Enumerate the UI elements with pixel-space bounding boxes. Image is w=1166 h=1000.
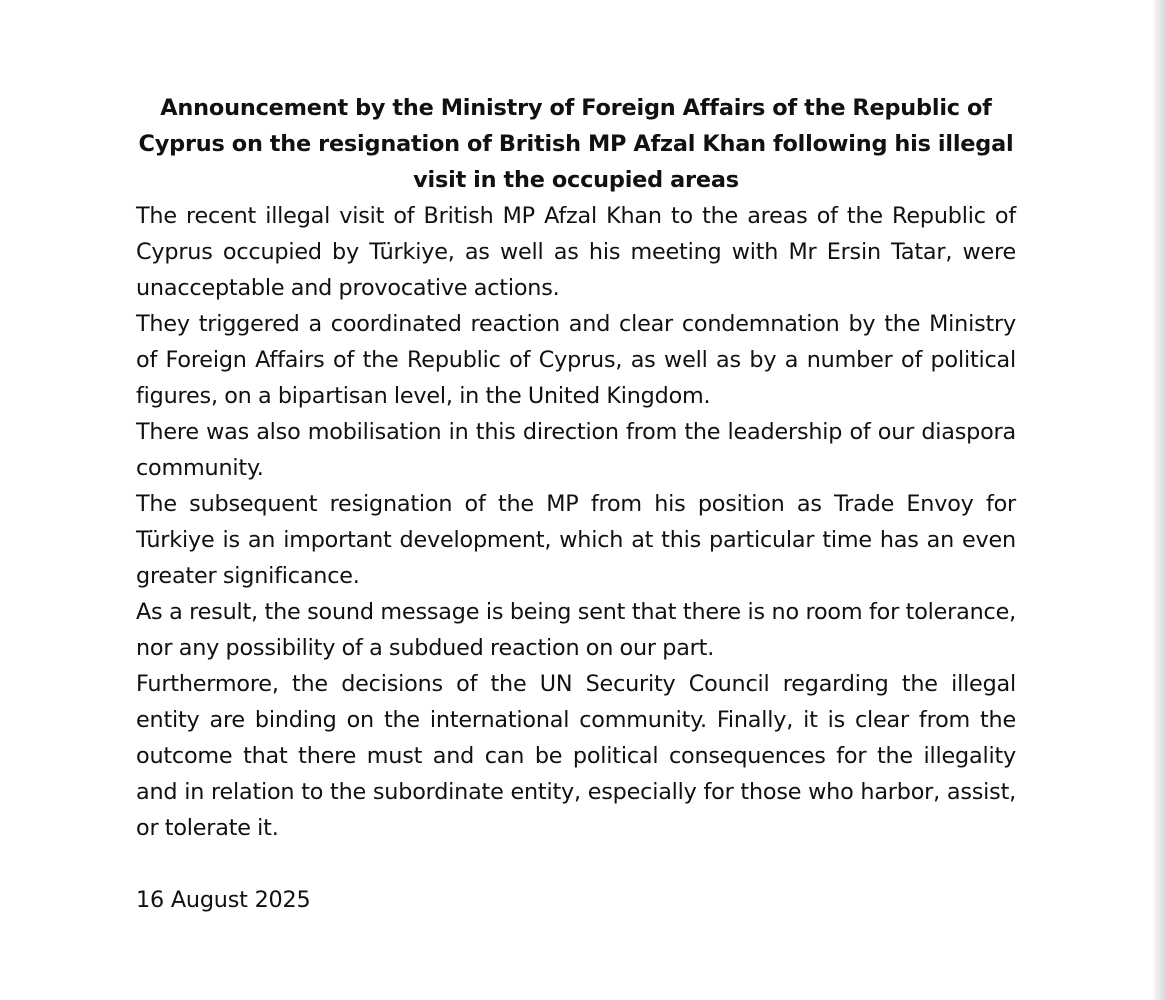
page-edge-shadow <box>1152 0 1166 1000</box>
paragraph-6: Furthermore, the decisions of the UN Security Council regarding the illegal entity are binding on the international community. Finally, it is clear from the outcome that there must and can be political consequences for the illegality and in relation to the subordinate entity, especially for those who harbor, assist, or tolerate it. <box>136 671 1016 841</box>
document-content <box>136 90 1016 918</box>
paragraph-5: As a result, the sound message is being sent that there is no room for tolerance, nor any possibility of a subdued reaction on our part. <box>136 599 1016 661</box>
paragraph-4: The subsequent resignation of the MP from his position as Trade Envoy for Türkiye is an important development, which at this particular time has an even greater significance. <box>136 491 1016 589</box>
paragraph-1: The recent illegal visit of British MP Afzal Khan to the areas of the Republic of Cyprus occupied by Türkiye, as well as his meeting with Mr Ersin Tatar, were unacceptable and provocative actions. <box>136 203 1016 301</box>
document-title: Announcement by the Ministry of Foreign Affairs of the Republic of Cyprus on the resignation of British MP Afzal Khan following his illegal visit in the occupied areas <box>138 95 1014 193</box>
paragraph-3: There was also mobilisation in this direction from the leadership of our diaspora community. <box>136 419 1016 481</box>
document-date: 16 August 2025 <box>136 887 311 913</box>
paragraph-2: They triggered a coordinated reaction and clear condemnation by the Ministry of Foreign Affairs of the Republic of Cyprus, as well as by a number of political figures, on a bipartisan level, in the United Kingdom. <box>136 311 1016 409</box>
